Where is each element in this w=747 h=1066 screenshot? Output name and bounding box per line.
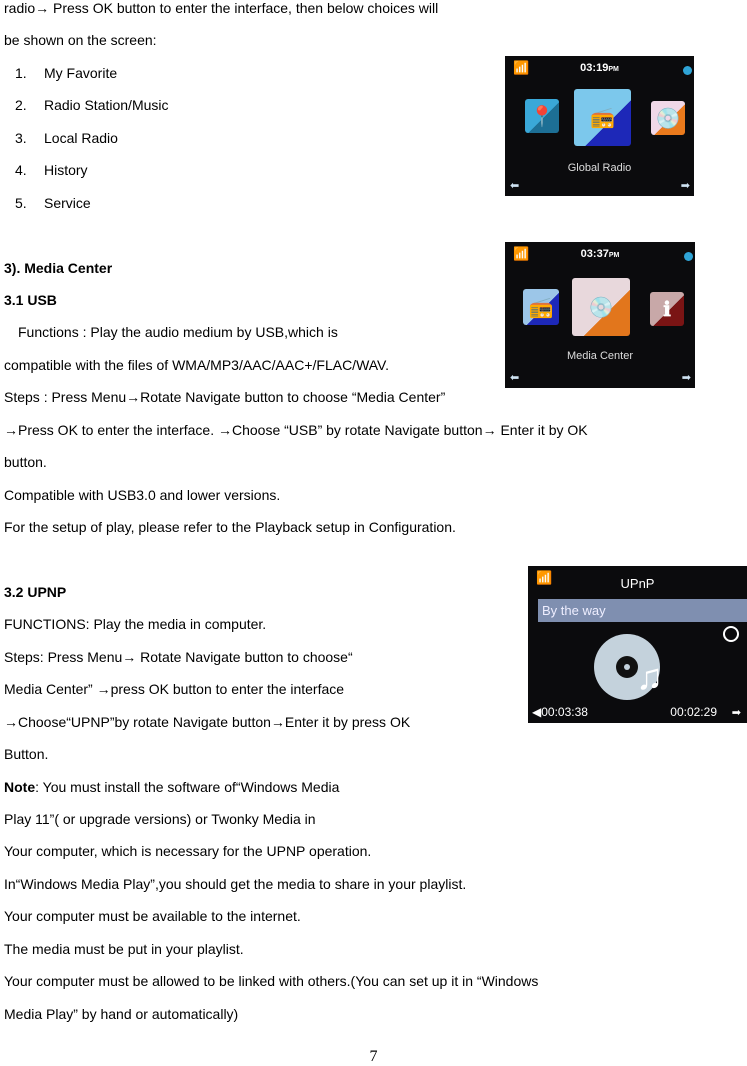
menu-label: Global Radio (567, 162, 632, 174)
screen-title: UPnP (620, 576, 655, 591)
text-line: button. (4, 454, 47, 471)
text-line: →Press OK to enter the interface. →Choose “USB” by rotate Navigate button→ Enter it by OK (4, 421, 588, 438)
music-note-icon: ♫ (636, 656, 663, 697)
media-center-screenshot (505, 242, 695, 388)
intro-line: radio→ Press OK button to enter the interface, then below choices will (4, 0, 439, 16)
text-line: Button. (4, 746, 49, 763)
text-line: Play 11”( or upgrade versions) or Twonky Media in (4, 810, 316, 827)
wifi-icon: 📶 (536, 570, 553, 585)
info-icon: ℹ (650, 292, 684, 326)
page-number: 7 (369, 1048, 378, 1065)
disc-icon (684, 252, 693, 261)
text-line: Media Center” →press OK button to enter the interface (4, 681, 345, 698)
elapsed-time: ◀00:03:38 (532, 705, 588, 719)
arrow-right-icon: ➡ (681, 372, 691, 384)
global-radio-screenshot (505, 56, 694, 196)
location-icon: 📍 (525, 99, 559, 133)
track-title: By the way (538, 599, 747, 622)
choice-item: 5. Service (15, 194, 91, 211)
text-line: In“Windows Media Play”,you should get the media to share in your playlist. (4, 875, 467, 892)
choice-item: 4. History (15, 162, 88, 179)
intro-line: be shown on the screen: (4, 32, 157, 49)
choice-item: 2. Radio Station/Music (15, 97, 169, 114)
document-body (4, 0, 588, 1030)
text-line: FUNCTIONS: Play the media in computer. (4, 616, 267, 633)
subsection-heading: 3.1 USB (4, 291, 57, 308)
disc-icon (683, 66, 692, 75)
choice-item: 3. Local Radio (15, 129, 118, 146)
text-line: Your computer must be allowed to be linked with others.(You can set up it in “Windows (4, 973, 539, 990)
text-line: Your computer, which is necessary for the UPNP operation. (4, 843, 372, 860)
radio-icon: 📻 (574, 89, 631, 146)
clock: 03:19PM (580, 62, 619, 74)
wifi-icon: 📶 (513, 60, 530, 75)
choice-item: 1. My Favorite (15, 64, 118, 81)
arrow-left-icon: ⬅ (510, 372, 520, 384)
media-disc-icon: 💿 (651, 101, 685, 135)
text-line: Compatible with USB3.0 and lower versions. (4, 486, 281, 503)
menu-label: Media Center (566, 350, 634, 362)
note-line: Note: You must install the software of“Windows Media (4, 778, 340, 795)
arrow-right-icon: ➡ (731, 707, 741, 719)
arrow-left-icon: ⬅ (510, 180, 520, 192)
arrow-right-icon: ➡ (680, 180, 690, 192)
media-disc-icon: 💿 (572, 278, 630, 336)
text-line: Functions : Play the audio medium by USB,which is (18, 324, 338, 341)
section-heading: 3). Media Center (4, 259, 113, 276)
upnp-screenshot (528, 566, 747, 723)
text-line: The media must be put in your playlist. (4, 940, 244, 957)
radio-icon: 📻 (523, 289, 559, 325)
total-time: 00:02:29 (670, 705, 717, 719)
clock: 03:37PM (580, 248, 620, 260)
text-line: compatible with the files of WMA/MP3/AAC/AAC+/FLAC/WAV. (4, 356, 389, 373)
wifi-icon: 📶 (513, 246, 530, 261)
repeat-icon (723, 626, 739, 642)
text-line: →Choose“UPNP”by rotate Navigate button→Enter it by press OK (4, 713, 411, 730)
text-line: Your computer must be available to the internet. (4, 908, 301, 925)
text-line: Steps: Press Menu→ Rotate Navigate button to choose“ (4, 648, 353, 665)
subsection-heading: 3.2 UPNP (4, 583, 67, 600)
text-line: Steps : Press Menu→Rotate Navigate button to choose “Media Center” (4, 389, 446, 406)
text-line: Media Play” by hand or automatically) (4, 1005, 239, 1022)
text-line: For the setup of play, please refer to the Playback setup in Configuration. (4, 519, 456, 535)
